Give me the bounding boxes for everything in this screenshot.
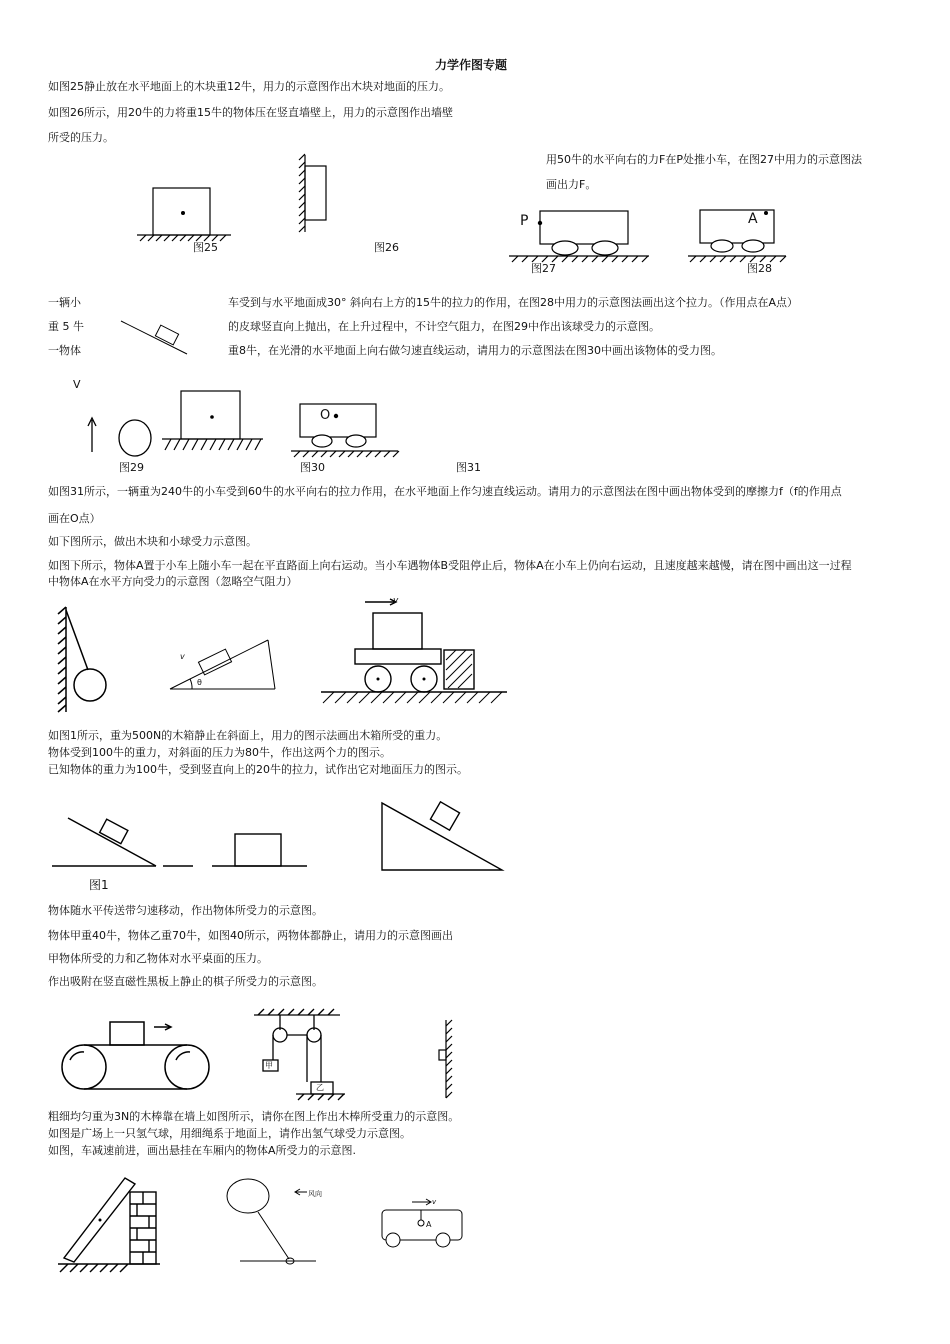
question-fig31-line1: 如图31所示，一辆重为240牛的小车受到60牛的水平向右的拉力作用，在水平地面上作匀速直线运动。请用力的示意图法在图中画出物体受到的摩擦力f（f的作用点 [48,485,842,498]
cart-velocity-label: v [393,596,399,606]
question-hanging: 如图，车减速前进，画出悬挂在车厢内的物体A所受力的示意图. [48,1144,357,1157]
question-cart-line1: 如图下所示，物体A置于小车上随小车一起在平直路面上向右运动。当小车遇物体B受阻停止后，物体A在小车上仍向右运动，且速度越来越慢，请在图中画出这一过程 [48,559,852,572]
rod-wall [58,1178,160,1272]
question-fig30-prefix: 一物体 [48,344,81,357]
fig31-label: 图31 [456,461,481,474]
fig30-label: 图30 [300,461,325,474]
fig26-wall [299,154,326,232]
incline-theta-label: θ [197,678,202,687]
fig25-label: 图25 [193,241,218,254]
question-rod: 粗细均匀重为3N的木棒靠在墙上如图所示，请你在图上作出木棒所受重力的示意图。 [48,1110,460,1123]
conveyor [62,1022,209,1089]
question-fig40-line1: 物体甲重40牛，物体乙重70牛，如图40所示，两物体都静止，请用力的示意图画出 [48,929,453,942]
question-fig28: 车受到与水平地面成30° 斜向右上方的15牛的拉力的作用，在图28中用力的示意图法画出这个拉力。（作用点在A点） [228,296,799,309]
cart-ground-hatch [323,692,502,703]
fig29 [88,418,151,456]
wind-direction-label: 风向 [308,1190,322,1198]
question-conveyor: 物体随水平传送带匀速移动，作出物体所受力的示意图。 [48,904,323,917]
question-magnet: 作出吸附在竖直磁性黑板上静止的棋子所受力的示意图。 [48,975,323,988]
mini-incline [121,321,187,354]
question-fig1: 如图1所示，重为500N的木箱静止在斜面上，用力的图示法画出木箱所受的重力。 [48,729,448,742]
magnet-board [439,1020,452,1098]
fig30 [162,391,263,450]
pulley-jia-label: 甲 [265,1061,273,1070]
fig31-point-o: O [320,408,331,423]
fig1-incline [52,802,502,870]
question-fig26-line2: 所受的压力。 [48,131,114,144]
question-fig27-line1: 用50牛的水平向右的力F在P处推小车，在图27中用力的示意图法 [546,153,862,166]
balloon [227,1179,316,1264]
car-velocity-label: v [432,1198,437,1206]
question-fig28-prefix: 一辆小 [48,296,81,309]
incline-velocity-label: v [180,652,185,661]
question-fig40-line2: 甲物体所受的力和乙物体对水平桌面的压力。 [48,952,268,965]
block-b-hatch [446,650,472,688]
fig27-cart [509,211,649,262]
question-incline: 物体受到100牛的重力，对斜面的压力为80牛，作出这两个力的图示。 [48,746,391,759]
fig25-block [153,188,210,235]
question-pressure: 已知物体的重力为100牛，受到竖直向上的20牛的拉力，试作出它对地面压力的图示。 [48,763,468,776]
question-fig27-line2: 画出力F。 [546,178,597,191]
car-point-a: A [426,1220,432,1229]
fig26-label: 图26 [374,241,399,254]
fig27-point-p: P [520,213,529,229]
question-fig31-line2: 画在O点） [48,512,101,525]
fig29-label: 图29 [119,461,144,474]
fig29-velocity-label: V [73,378,81,391]
wall-ball [58,607,106,712]
fig26-block [305,166,326,220]
fig28-point-a: A [748,211,758,227]
page-title: 力学作图专题 [435,58,508,72]
question-fig30: 重8牛，在光滑的水平地面上向右做匀速直线运动，请用力的示意图法在图30中画出该物体的受力图。 [228,344,722,357]
car-hanging [382,1199,462,1247]
cart-ab [321,599,507,692]
question-cart-line2: 中物体A在水平方向受力的示意图（忽略空气阻力） [48,575,298,588]
fig27-label: 图27 [531,262,556,275]
incline-v [170,640,275,689]
question-fig26-line1: 如图26所示，用20牛的力将重15牛的物体压在竖直墙壁上，用力的示意图作出墙壁 [48,106,453,119]
fig31-cart [291,404,399,457]
pulley-yi-label: 乙 [316,1083,324,1092]
question-balloon: 如图是广场上一只氢气球，用细绳系于地面上，请作出氢气球受力示意图。 [48,1127,411,1140]
question-fig29-prefix: 重 5 牛 [48,320,84,333]
fig1-label: 图1 [89,878,109,892]
fig28-label: 图28 [747,262,772,275]
question-fig29: 的皮球竖直向上抛出，在上升过程中，不计空气阻力，在图29中作出该球受力的示意图。 [228,320,660,333]
question-fig25: 如图25静止放在水平地面上的木块重12牛，用力的示意图作出木块对地面的压力。 [48,80,450,93]
pulley-fig40 [254,1009,345,1100]
fig28-cart [688,210,786,262]
question-block-ball: 如下图所示，做出木块和小球受力示意图。 [48,535,257,548]
